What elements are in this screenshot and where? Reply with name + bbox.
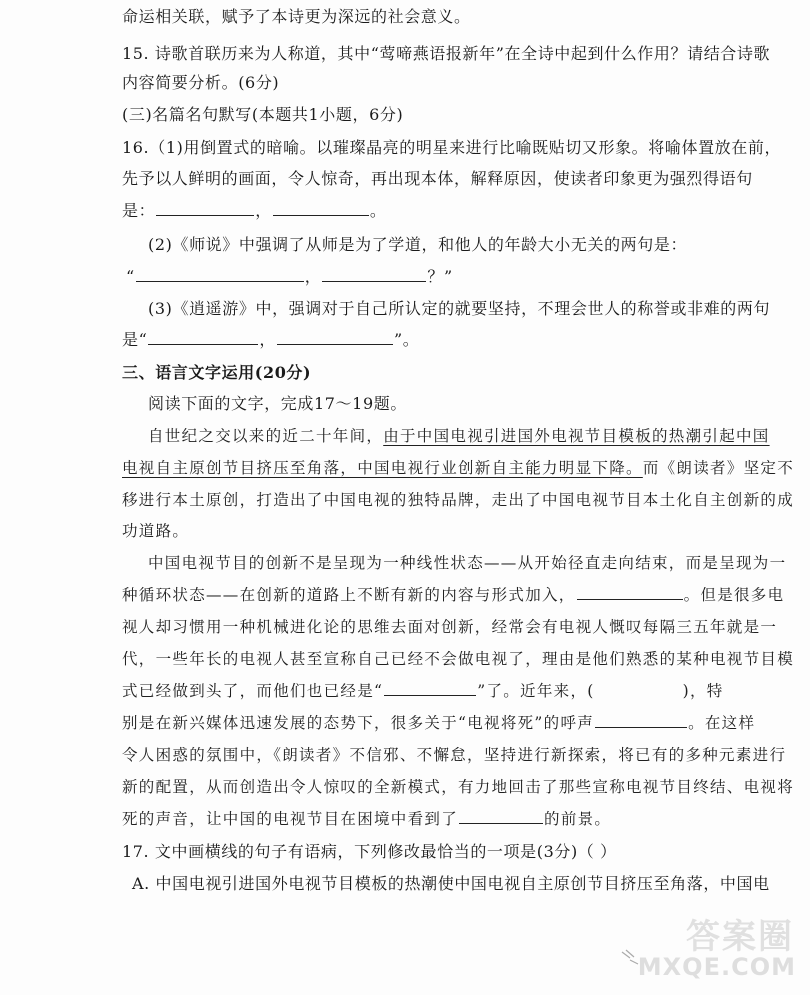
answer-line: 是“ ， ”。 — [122, 330, 420, 349]
question-16: 16.（1)用倒置式的暗喻。以璀璨晶亮的明星来进行比喻既贴切又形象。将喻体置放在前， — [122, 138, 782, 157]
question-16-2: (2)《师说》中强调了从师是为了学道，和他人的年龄大小无关的两句是： — [148, 235, 688, 254]
answer-blank[interactable] — [156, 200, 254, 216]
watermark-logo-text: 答案圈 — [686, 917, 794, 957]
answer-blank[interactable] — [277, 329, 393, 345]
passage-line: 式已经做到头了，而他们也已经是“ ”了。近年来，( )，特 — [122, 682, 724, 700]
answer-line: “ ， ？” — [126, 267, 453, 286]
answer-blank[interactable] — [595, 712, 687, 728]
passage-line: 电视自主原创节目挤压至角落，中国电视行业创新自主能力明显下降。而《朗读者》坚定不 — [122, 459, 795, 477]
section-heading: 三、语言文字运用(20分) — [122, 363, 312, 382]
passage-line: 死的声音，让中国的电视节目在困境中看到了 的前景。 — [122, 810, 612, 828]
instruction: 阅读下面的文字，完成17～19题。 — [148, 394, 407, 413]
watermark-url: MXQE.COM — [637, 953, 796, 981]
passage-line: 新的配置，从而创造出令人惊叹的全新模式，有力地回击了那些宣称电视节目终结、电视将 — [122, 778, 795, 796]
answer-line: 是： ， 。 — [122, 201, 387, 220]
passage-line: 移进行本土原创，打造出了中国电视的独特品牌，走出了中国电视节目本土化自主创新的成 — [122, 491, 795, 509]
text-line: 命运相关联，赋予了本诗更为深远的社会意义。 — [122, 7, 471, 26]
answer-blank[interactable] — [322, 266, 426, 282]
answer-blank[interactable] — [459, 808, 543, 824]
watermark — [637, 909, 802, 989]
passage-line: 中国电视节目的创新不是呈现为一种线性状态——从开始径直走向结束，而是呈现为一 — [148, 554, 787, 572]
passage-line: 种循环状态——在创新的道路上不断有新的内容与形式加入， 。但是很多电 — [122, 586, 785, 604]
question-15: 15. 诗歌首联历来为人称道，其中“莺啼燕语报新年”在全诗中起到什么作用？请结合诗歌 — [122, 44, 771, 63]
answer-blank[interactable] — [136, 266, 304, 282]
section-heading: (三)名篇名句默写(本题共1小题，6分) — [122, 105, 404, 124]
option-a: A. 中国电视引进国外电视节目模板的热潮使中国电视自主原创节目挤压至角落，中国电 — [132, 874, 770, 893]
passage-line: 自世纪之交以来的近二十年间，由于中国电视引进国外电视节目模板的热潮引起中国 — [148, 427, 770, 445]
underlined-sentence: 电视自主原创节目挤压至角落，中国电视行业创新自主能力明显下降。 — [122, 459, 643, 477]
text-line: 内容简要分析。(6分) — [122, 73, 280, 92]
passage-line: 别是在新兴媒体迅速发展的态势下，很多关于“电视将死”的呼声 。在这样 — [122, 714, 756, 732]
underlined-sentence: 由于中国电视引进国外电视节目模板的热潮引起中国 — [383, 427, 770, 445]
answer-blank[interactable] — [148, 329, 258, 345]
passage-line: 功道路。 — [122, 522, 190, 540]
answer-blank[interactable] — [273, 200, 369, 216]
answer-blank[interactable] — [384, 680, 476, 696]
text-line: 先予以人鲜明的画面，令人惊奇，再出现本体，解释原因，使读者印象更为强烈得语句 — [122, 169, 753, 188]
passage-line: 令人困惑的氛围中，《朗读者》不信邪、不懈怠，坚持进行新探索，将已有的多种元素进行 — [122, 746, 787, 764]
answer-blank[interactable] — [577, 584, 683, 600]
question-17: 17. 文中画横线的句子有语病，下列修改最恰当的一项是(3分)（ ） — [122, 842, 617, 861]
question-16-3: (3)《逍遥游》中，强调对于自己所认定的就要坚持，不理会世人的称誉或非难的两句 — [148, 299, 771, 318]
passage-line: 视人却习惯用一种机械进化论的思维去面对创新，经常会有电视人慨叹每隔三五年就是一 — [122, 618, 778, 636]
passage-line: 代，一些年长的电视人甚至宣称自己已经不会做电视了，理由是他们熟悉的某种电视节目模 — [122, 650, 795, 668]
